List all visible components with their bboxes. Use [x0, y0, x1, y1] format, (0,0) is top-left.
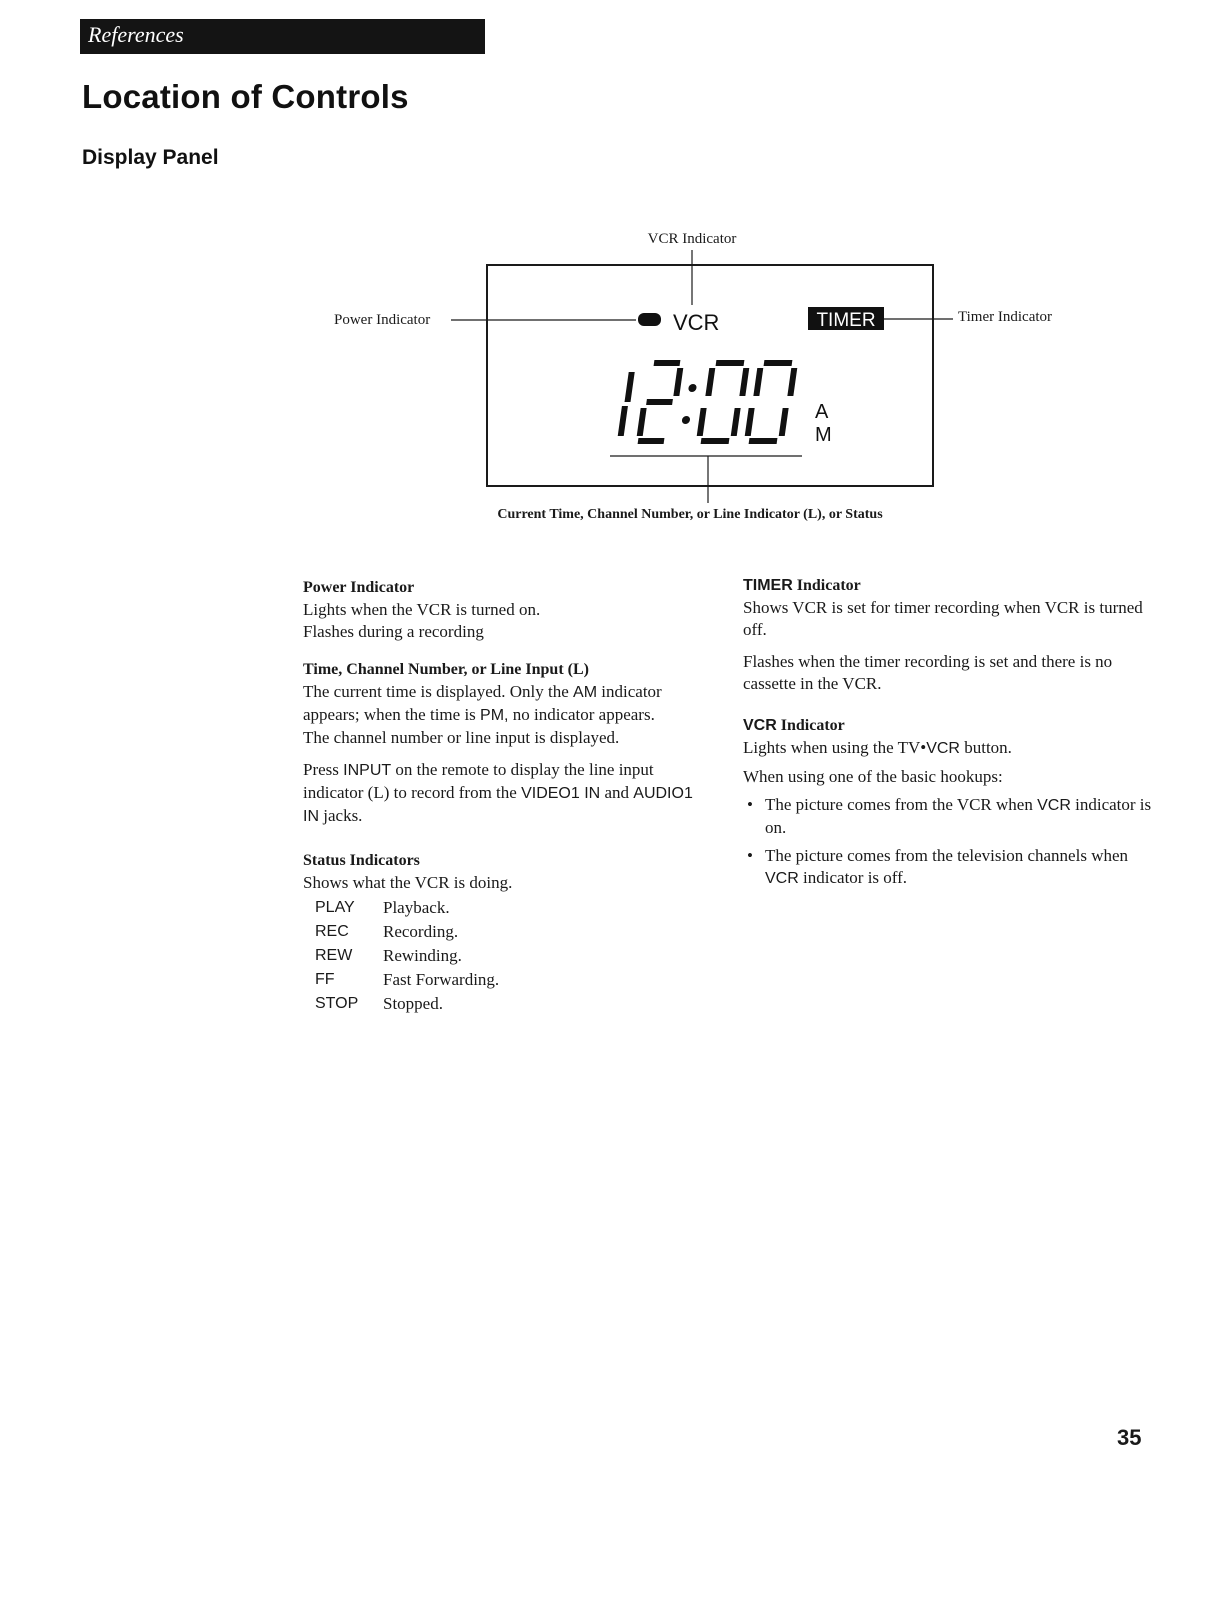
vcr-keyword: VCR — [743, 717, 777, 734]
timer-paragraph-2: Flashes when the timer recording is set and there is no cassette in the VCR. — [743, 652, 1113, 693]
timer-indicator-text: TIMER — [816, 310, 876, 331]
status-row — [303, 944, 703, 968]
digit-4-upper-left — [753, 368, 763, 396]
digit-4-lower-left — [745, 408, 755, 436]
right-column — [743, 575, 1153, 900]
time-channel-paragraph-3 — [303, 759, 703, 828]
am-letter-m: M — [815, 424, 832, 446]
time-digits — [617, 360, 799, 444]
status-row — [303, 992, 703, 1016]
power-indicator-heading: Power Indicator — [303, 579, 415, 596]
am-keyword: AM — [573, 684, 598, 701]
status-code: REC — [315, 923, 349, 940]
power-indicator-section — [303, 577, 703, 643]
digit-3-top — [716, 360, 745, 366]
vcr-indicator-section — [743, 715, 1153, 890]
power-indicator-lamp — [638, 313, 661, 326]
colon-bottom — [681, 416, 690, 424]
text-run: button. — [959, 738, 1012, 757]
status-description: Recording. — [383, 922, 459, 941]
text-run: Press — [303, 760, 344, 779]
time-channel-paragraph-2: The channel number or line input is displayed. — [303, 728, 620, 747]
digit-1-upper — [625, 372, 635, 402]
list-item — [743, 845, 1153, 890]
time-channel-section — [303, 659, 703, 828]
display-panel-diagram — [0, 0, 1210, 540]
digit-4-top — [764, 360, 793, 366]
left-column — [303, 577, 703, 1026]
power-indicator-line-2: Flashes during a recording — [303, 622, 484, 641]
digit-2-lower-left — [637, 408, 647, 436]
status-code: FF — [315, 971, 335, 988]
colon-top — [688, 384, 697, 392]
status-row — [303, 920, 703, 944]
heading-rest: Indicator — [792, 577, 861, 594]
vcr-indicator-text: VCR — [673, 310, 720, 335]
digit-3-upper-left — [705, 368, 715, 396]
pm-keyword: PM, — [480, 707, 509, 724]
timer-indicator-label: Timer Indicator — [958, 309, 1053, 325]
vcr-paragraph-2: When using one of the basic hookups: — [743, 767, 1003, 786]
status-description: Stopped. — [383, 994, 443, 1013]
power-indicator-line-1: Lights when the VCR is turned on. — [303, 600, 541, 619]
time-channel-paragraph-1 — [303, 681, 703, 727]
time-status-label: Current Time, Channel Number, or Line Indicator (L), or Status — [497, 507, 883, 522]
text-run: indicator is on. — [765, 795, 1152, 837]
page-number: 35 — [1117, 1425, 1142, 1450]
heading-rest: Indicator — [776, 717, 845, 734]
vcr-paragraph-1 — [743, 737, 1153, 760]
text-run: The picture comes from the television channels when — [765, 846, 1129, 865]
vcr-keyword: VCR — [1037, 797, 1071, 814]
digit-2-upper-right — [673, 368, 683, 396]
audio1-in-keyword: AUDIO1 IN — [303, 785, 693, 825]
text-run: The picture comes from the VCR when — [765, 795, 1038, 814]
status-code: REW — [315, 947, 353, 964]
status-row — [303, 896, 703, 920]
list-item — [743, 794, 1153, 839]
vcr-indicator-heading — [743, 715, 1153, 737]
status-description: Rewinding. — [383, 946, 462, 965]
digit-3-bottom — [701, 438, 730, 444]
status-code: STOP — [315, 995, 359, 1012]
power-indicator-label: Power Indicator — [334, 312, 431, 328]
time-channel-heading: Time, Channel Number, or Line Input (L) — [303, 661, 589, 678]
text-run: and — [600, 783, 634, 802]
text-run: no indicator appears. — [508, 705, 655, 724]
status-code: PLAY — [315, 899, 355, 916]
digit-4-lower-right — [779, 408, 789, 436]
section-label: References — [88, 22, 184, 47]
status-indicators-heading: Status Indicators — [303, 852, 420, 869]
status-indicators-section — [303, 850, 703, 1016]
timer-keyword: TIMER — [743, 577, 793, 594]
vcr-keyword: VCR — [926, 740, 960, 757]
digit-1-lower — [618, 406, 628, 436]
status-row — [303, 968, 703, 992]
text-run: on the remote to display the line input indicator (L) to record from the — [303, 760, 654, 802]
digit-3-lower-left — [697, 408, 707, 436]
timer-indicator-section — [743, 575, 1153, 695]
status-description: Fast Forwarding. — [383, 970, 500, 989]
vcr-keyword: VCR — [765, 870, 799, 887]
status-description: Playback. — [383, 898, 450, 917]
digit-2-bottom — [638, 438, 665, 444]
input-keyword: INPUT — [343, 762, 392, 779]
text-run: Lights when using the TV• — [743, 738, 927, 757]
text-run: jacks. — [319, 806, 363, 825]
digit-2-top — [654, 360, 681, 366]
text-run: indicator appears; when the time is — [303, 682, 662, 724]
digit-3-upper-right — [739, 368, 749, 396]
vcr-bullet-list — [743, 794, 1153, 890]
timer-paragraph-1: Shows VCR is set for timer recording when VCR is turned off. — [743, 598, 1143, 639]
digit-4-upper-right — [787, 368, 797, 396]
am-letter-a: A — [815, 401, 829, 423]
digit-3-lower-right — [731, 408, 741, 436]
section-subtitle: Display Panel — [82, 146, 219, 169]
digit-2-middle — [646, 399, 673, 405]
status-table — [303, 896, 703, 1016]
text-run: The current time is displayed. Only the — [303, 682, 574, 701]
digit-4-bottom — [749, 438, 778, 444]
vcr-indicator-label: VCR Indicator — [647, 231, 737, 247]
page-title: Location of Controls — [82, 78, 409, 115]
video1-in-keyword: VIDEO1 IN — [521, 785, 601, 802]
status-indicators-intro: Shows what the VCR is doing. — [303, 873, 513, 892]
text-run: indicator is off. — [798, 868, 908, 887]
timer-indicator-heading — [743, 575, 1153, 597]
